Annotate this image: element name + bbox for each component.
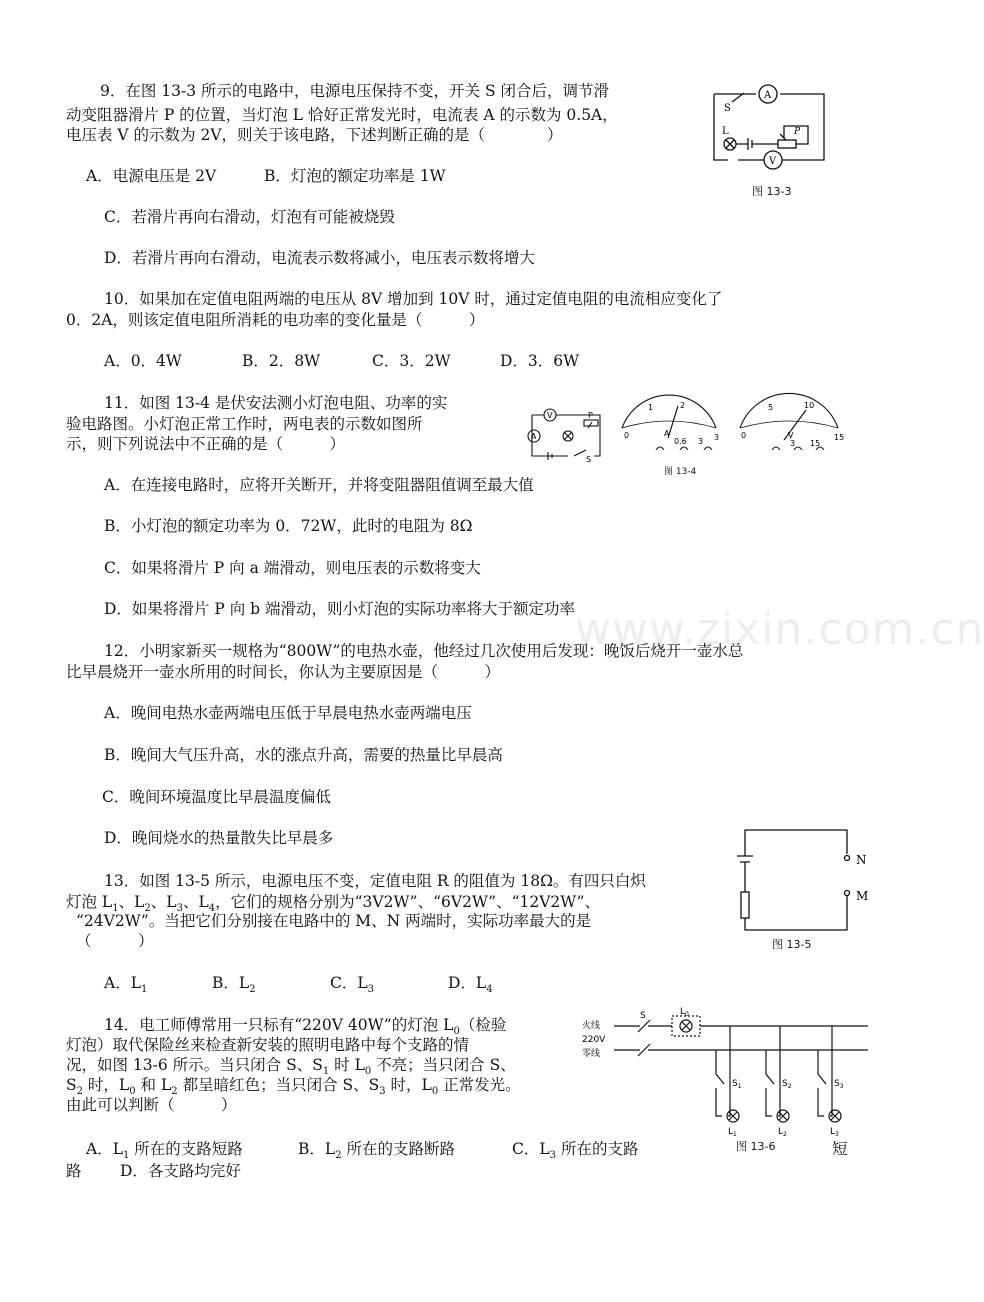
ammeter-tick-2: 2	[680, 401, 686, 410]
fig-13-4-p-label: P	[588, 411, 593, 420]
figure-13-5-caption: 图 13-5	[772, 938, 812, 951]
q13-line-1: 13．如图 13-5 所示，电源电压不变，定值电阻 R 的阻值为 18Ω。有四只白炽	[104, 872, 646, 890]
lamp-l3-label: $L_3$	[830, 1127, 839, 1138]
q11-line-2: 验电路图。小灯泡正常工作时，两电表的示数如图所	[66, 415, 423, 433]
ammeter-scale-0.6: 0.6	[674, 437, 687, 446]
q13-option-b: B．$L_2$	[212, 974, 256, 996]
q9-line-3: 电压表 V 的示数为 2V，则关于该电路，下述判断正确的是（ ）	[66, 126, 563, 144]
q14-line-3: 况，如图 13-6 所示。当只闭合 S、$S_1$ 时 $L_0$ 不亮；当只闭合 S、	[66, 1056, 516, 1078]
fig-13-3-l-label: L	[722, 126, 729, 137]
q11-line-1: 11．如图 13-4 是伏安法测小灯泡电阻、功率的实	[104, 394, 448, 412]
q13-line-3: “24V2W”。当把它们分别接在电路中的 M、N 两端时，实际功率最大的是	[76, 912, 592, 930]
q10-option-c: C．3．2W	[372, 352, 451, 370]
figure-13-6-circuit	[578, 1008, 868, 1140]
fig-13-3-s-label: S	[724, 103, 731, 114]
figure-13-6-caption: 图 13-6	[736, 1140, 776, 1153]
switch-s2-label: $S_2$	[782, 1079, 792, 1090]
q10-line-2: 0．2A，则该定值电阻所消耗的电功率的变化量是（ ）	[66, 311, 485, 329]
q9-option-d: D．若滑片再向右滑动，电流表示数将减小，电压表示数将增大	[104, 249, 535, 267]
q9-option-c: C．若滑片再向右滑动，灯泡有可能被烧毁	[104, 208, 395, 226]
q12-option-c: C．晚间环境温度比早晨温度偏低	[102, 788, 331, 806]
q14-line-2: 灯泡）取代保险丝来检查新安装的照明电路中每个支路的情	[66, 1036, 470, 1054]
q13-option-a: A．$L_1$	[104, 974, 148, 996]
ammeter-scale-3: 3	[698, 437, 704, 446]
voltmeter-scale-15: 15	[810, 439, 821, 448]
q10-line-1: 10．如果加在定值电阻两端的电压从 8V 增加到 10V 时，通过定值电阻的电流相应变化了	[104, 290, 723, 308]
q9-option-a: A．电源电压是 2V	[86, 167, 217, 185]
figure-13-3-caption: 图 13-3	[752, 185, 792, 198]
q14-option-c-continued: 路	[66, 1162, 82, 1180]
q12-line-1: 12．小明家新买一规格为“800W”的电热水壶，他经过几次使用后发现：晚饭后烧开一壶水总	[104, 642, 744, 660]
figure-13-5-circuit	[735, 824, 875, 936]
voltage-label: 220V	[582, 1035, 606, 1045]
q14-option-d: D．各支路均完好	[120, 1162, 241, 1180]
q14-option-a: A．$L_1$ 所在的支路短路	[86, 1140, 243, 1162]
fig-13-4-v-label: V	[547, 411, 553, 420]
q9-line-2: 动变阻器滑片 P 的位置，当灯泡 L 恰好正常发光时，电流表 A 的示数为 0.5A，	[66, 106, 618, 124]
fig-13-6-s-label: S	[640, 1011, 646, 1021]
q13-option-d: D．$L_4$	[448, 974, 493, 996]
fig-13-4-s-label: S	[586, 455, 592, 464]
voltmeter-tick-0: 0	[741, 431, 747, 440]
q13-line-4: （ ）	[76, 932, 154, 950]
live-wire-label: 火线	[582, 1021, 601, 1031]
fig-13-5-n-label: N	[856, 853, 867, 867]
q14-line-4: $S_2$ 时，$L_0$ 和 $L_2$ 都呈暗红色；当只闭合 S、$S_3$ 时，$L_0$ 正常发光。	[66, 1076, 521, 1098]
q12-option-d: D．晚间烧水的热量散失比早晨多	[104, 829, 334, 847]
q9-option-b: B．灯泡的额定功率是 1W	[264, 167, 446, 185]
q11-option-c: C．如果将滑片 P 向 a 端滑动，则电压表的示数将变大	[104, 559, 481, 577]
fig-13-3-a-label: A	[764, 90, 772, 101]
ammeter-tick-1: 1	[648, 403, 654, 412]
ammeter-tick-3: 3	[714, 433, 720, 442]
neutral-wire-label: 零线	[582, 1049, 601, 1059]
q13-option-c: C．$L_3$	[330, 974, 375, 996]
voltmeter-tick-15: 15	[834, 433, 845, 442]
fig-13-3-p-label: P	[794, 127, 801, 137]
q14-line-1: 14．电工师傅常用一只标有“220V 40W”的灯泡 $L_0$（检验	[104, 1016, 507, 1038]
fig-13-4-a-label: A	[531, 432, 537, 441]
fig-13-5-m-label: M	[856, 889, 869, 903]
lamp-l1-label: $L_1$	[728, 1127, 737, 1138]
voltmeter-scale-3: 3	[790, 439, 796, 448]
q14-option-b: B．$L_2$ 所在的支路断路	[298, 1140, 455, 1162]
q14-option-c: C．$L_3$ 所在的支路	[512, 1140, 639, 1162]
q10-option-d: D．3．6W	[500, 352, 580, 370]
switch-s1-label: $S_1$	[732, 1079, 742, 1090]
q11-option-d: D．如果将滑片 P 向 b 端滑动，则小灯泡的实际功率将大于额定功率	[104, 600, 575, 618]
q12-option-a: A．晚间电热水壶两端电压低于早晨电热水壶两端电压	[104, 704, 472, 722]
q12-option-b: B．晚间大气压升高，水的涨点升高，需要的热量比早晨高	[104, 746, 503, 764]
q14-line-5: 由此可以判断（ ）	[66, 1096, 237, 1114]
voltmeter-tick-10: 10	[804, 401, 815, 410]
voltmeter-unit: V	[788, 431, 794, 440]
figure-13-4-circuit-and-meters	[528, 398, 850, 464]
watermark: www.zixin.com.cn	[575, 604, 984, 655]
ammeter-tick-0: 0	[624, 431, 630, 440]
q13-line-2: 灯泡 $L_1$、$L_2$、$L_3$、$L_4$，它们的规格分别为“3V2W”、“6V2W”、“12V2W”、	[66, 893, 600, 915]
q9-line-1: 9．在图 13-3 所示的电路中，电源电压保持不变，开关 S 闭合后，调节滑	[100, 82, 610, 100]
q11-line-3: 示，则下列说法中不正确的是（ ）	[66, 435, 346, 453]
q11-option-a: A．在连接电路时，应将开关断开，并将变阻器阻值调至最大值	[104, 476, 534, 494]
q12-line-2: 比早晨烧开一壶水所用的时间长，你认为主要原因是（ ）	[66, 663, 501, 681]
q10-option-b: B．2．8W	[242, 352, 321, 370]
figure-13-4-caption: 图 13-4	[664, 467, 697, 477]
figure-13-3-circuit	[704, 82, 834, 182]
fig-13-3-v-label: V	[769, 156, 777, 167]
q14-option-c-tail: 短	[832, 1140, 848, 1158]
q10-option-a: A．0．4W	[104, 352, 182, 370]
lamp-l2-label: $L_2$	[778, 1127, 787, 1138]
fig-13-6-l0-label: $L_0$	[680, 1007, 689, 1018]
voltmeter-tick-5: 5	[768, 403, 774, 412]
switch-s3-label: $S_3$	[834, 1079, 844, 1090]
q11-option-b: B．小灯泡的额定功率为 0．72W，此时的电阻为 8Ω	[104, 517, 473, 535]
ammeter-unit: A	[664, 429, 670, 438]
